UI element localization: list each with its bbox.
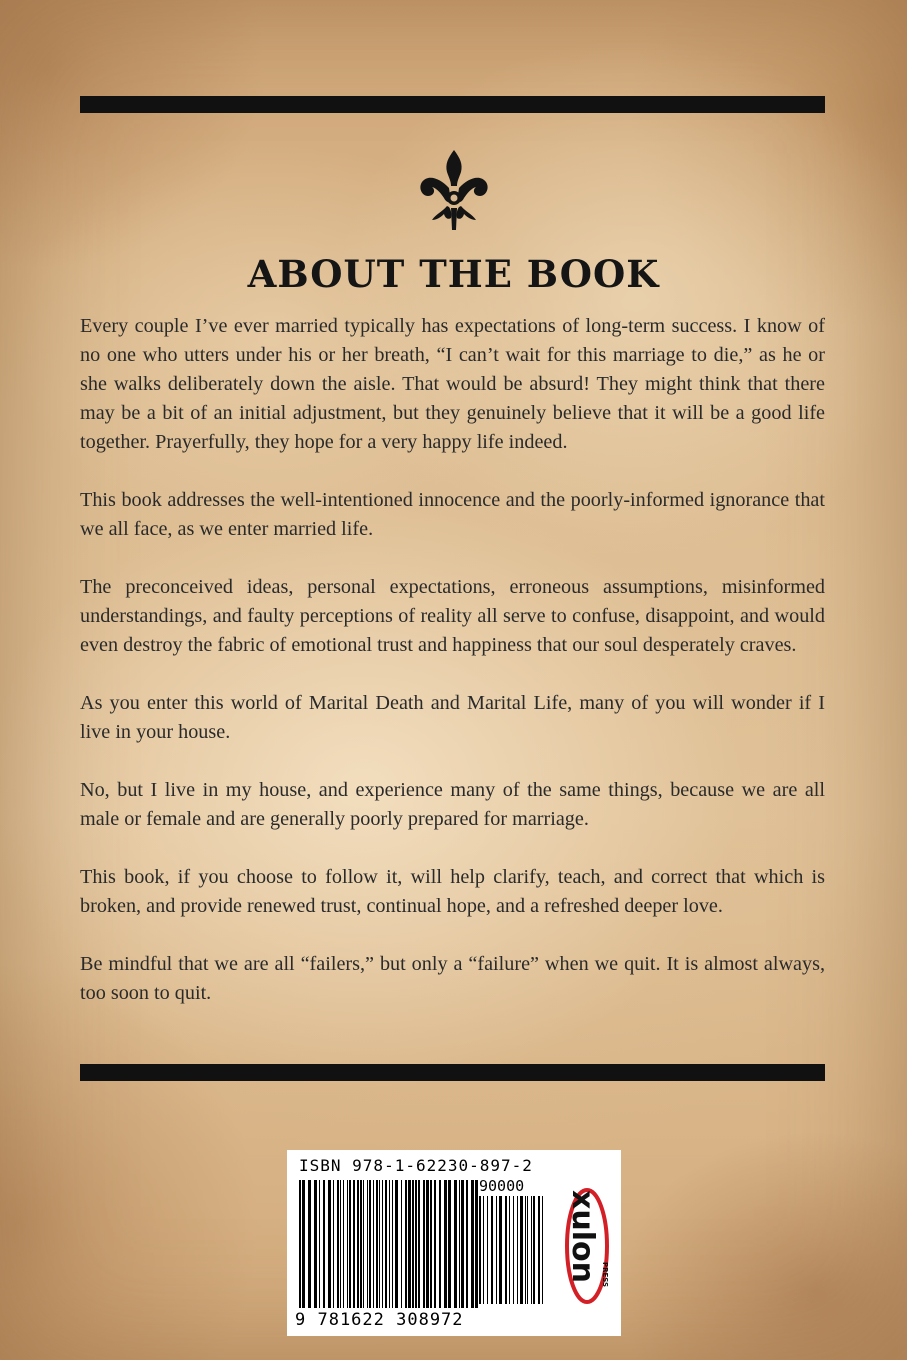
bottom-rule <box>80 1064 825 1081</box>
barcode-bar <box>415 1180 417 1308</box>
barcode-bar <box>319 1180 320 1308</box>
price-code: 90000 <box>479 1177 525 1195</box>
barcode-bar <box>439 1180 441 1308</box>
barcode-bar <box>299 1180 301 1308</box>
barcode-bar <box>475 1180 478 1308</box>
barcode-bar <box>533 1196 535 1304</box>
barcode-bar <box>392 1180 393 1308</box>
barcode-bar <box>525 1196 526 1304</box>
barcode-bar <box>517 1196 518 1304</box>
barcode-bar <box>323 1180 325 1308</box>
barcode-bar <box>328 1180 331 1308</box>
barcode-addon-bars <box>479 1196 543 1304</box>
barcode-bar <box>520 1196 523 1304</box>
barcode-bar <box>376 1180 378 1308</box>
barcode-bar <box>340 1180 341 1308</box>
barcode-bar <box>333 1180 334 1308</box>
barcode-bar <box>389 1180 390 1308</box>
barcode-bar <box>401 1180 402 1308</box>
barcode-bar <box>347 1180 348 1308</box>
barcode-bar <box>505 1196 507 1304</box>
barcode-bar <box>349 1180 351 1308</box>
paragraph: This book addresses the well-intentioned innocence and the poorly-informed ignorance that we all face, as we enter married life. <box>80 489 825 540</box>
top-rule <box>80 96 825 113</box>
barcode-bar <box>513 1196 514 1304</box>
barcode-bar <box>379 1180 380 1308</box>
barcode-bar <box>531 1196 532 1304</box>
barcode-bar <box>395 1180 398 1308</box>
barcode-bar <box>527 1196 528 1304</box>
paragraph: The preconceived ideas, personal expectations, erroneous assumptions, misinformed understandings, and faulty perceptions of reality all serve to confuse, disappoint, and would even destroy the fabric of emotional trust and happiness that our soul desperately craves. <box>80 576 825 656</box>
fleur-de-lis-icon <box>418 148 490 232</box>
barcode-bar <box>491 1196 493 1304</box>
barcode-bar <box>373 1180 374 1308</box>
page-title: ABOUT THE BOOK <box>247 252 660 296</box>
barcode-bar <box>314 1180 317 1308</box>
barcode-bar <box>448 1180 451 1308</box>
barcode-bar <box>487 1196 488 1304</box>
barcode-bar <box>479 1196 481 1304</box>
paragraph: This book, if you choose to follow it, will help clarify, teach, and correct that which is broken, and provide renewed trust, continual hope, and a refreshed deeper love. <box>80 866 825 917</box>
barcode-bar <box>466 1180 468 1308</box>
barcode-bar <box>542 1196 543 1304</box>
description-text <box>80 312 825 1037</box>
barcode-bar <box>405 1180 407 1308</box>
paragraph: As you enter this world of Marital Death and Marital Life, many of you will wonder if I live in your house. <box>80 692 825 743</box>
barcode-bar <box>426 1180 429 1308</box>
barcode-bar <box>367 1180 368 1308</box>
barcode-bar <box>302 1180 305 1308</box>
barcode-bar <box>337 1180 339 1308</box>
isbn-barcode <box>287 1150 621 1336</box>
barcode-bar <box>382 1180 383 1308</box>
barcode-bar <box>385 1180 387 1308</box>
barcode-bar <box>499 1196 502 1304</box>
barcode-bar <box>360 1180 362 1308</box>
barcode-bar <box>496 1196 497 1304</box>
barcode-bar <box>343 1180 344 1308</box>
barcode-bar <box>509 1196 510 1304</box>
isbn-label: ISBN 978-1-62230-897-2 <box>299 1156 533 1175</box>
paragraph: Every couple I’ve ever married typically has expectations of long-term success. I know of no one who utters under his or her breath, “I can’t wait for this marriage to die,” as he or she walks deliberately down the aisle. That would be absurd! They might think that there may be a bit of an initial adjustment, but they genuinely believe that it will be a good life together. Prayerfully, they hope for a very happy life indeed. <box>80 315 825 453</box>
barcode-bar <box>363 1180 364 1308</box>
publisher-name: xulon <box>565 1190 600 1283</box>
barcode-bar <box>538 1196 540 1304</box>
ean-digits: 9 781622 308972 <box>295 1310 464 1330</box>
barcode-bar <box>461 1180 464 1308</box>
barcode-bar <box>483 1196 484 1304</box>
paragraph: Be mindful that we are all “failers,” but only a “failure” when we quit. It is almost always, too soon to quit. <box>80 953 825 1004</box>
publisher-subtext: PRESS <box>601 1262 609 1288</box>
barcode-bar <box>308 1180 311 1308</box>
barcode-bar <box>423 1180 425 1308</box>
barcode-bar <box>471 1180 474 1308</box>
barcode-bar <box>369 1180 371 1308</box>
barcode-bar <box>357 1180 359 1308</box>
publisher-logo <box>557 1178 613 1308</box>
paragraph: No, but I live in my house, and experience many of the same things, because we are all male or female and are generally poorly prepared for marriage. <box>80 779 825 830</box>
barcode-bar <box>444 1180 447 1308</box>
barcode-bar <box>430 1180 432 1308</box>
barcode-bar <box>412 1180 414 1308</box>
barcode-bar <box>434 1180 436 1308</box>
barcode-bar <box>353 1180 355 1308</box>
barcode-bar <box>459 1180 460 1308</box>
barcode-bar <box>418 1180 420 1308</box>
barcode-bar <box>408 1180 411 1308</box>
barcode-bars <box>299 1180 481 1308</box>
barcode-bar <box>454 1180 457 1308</box>
